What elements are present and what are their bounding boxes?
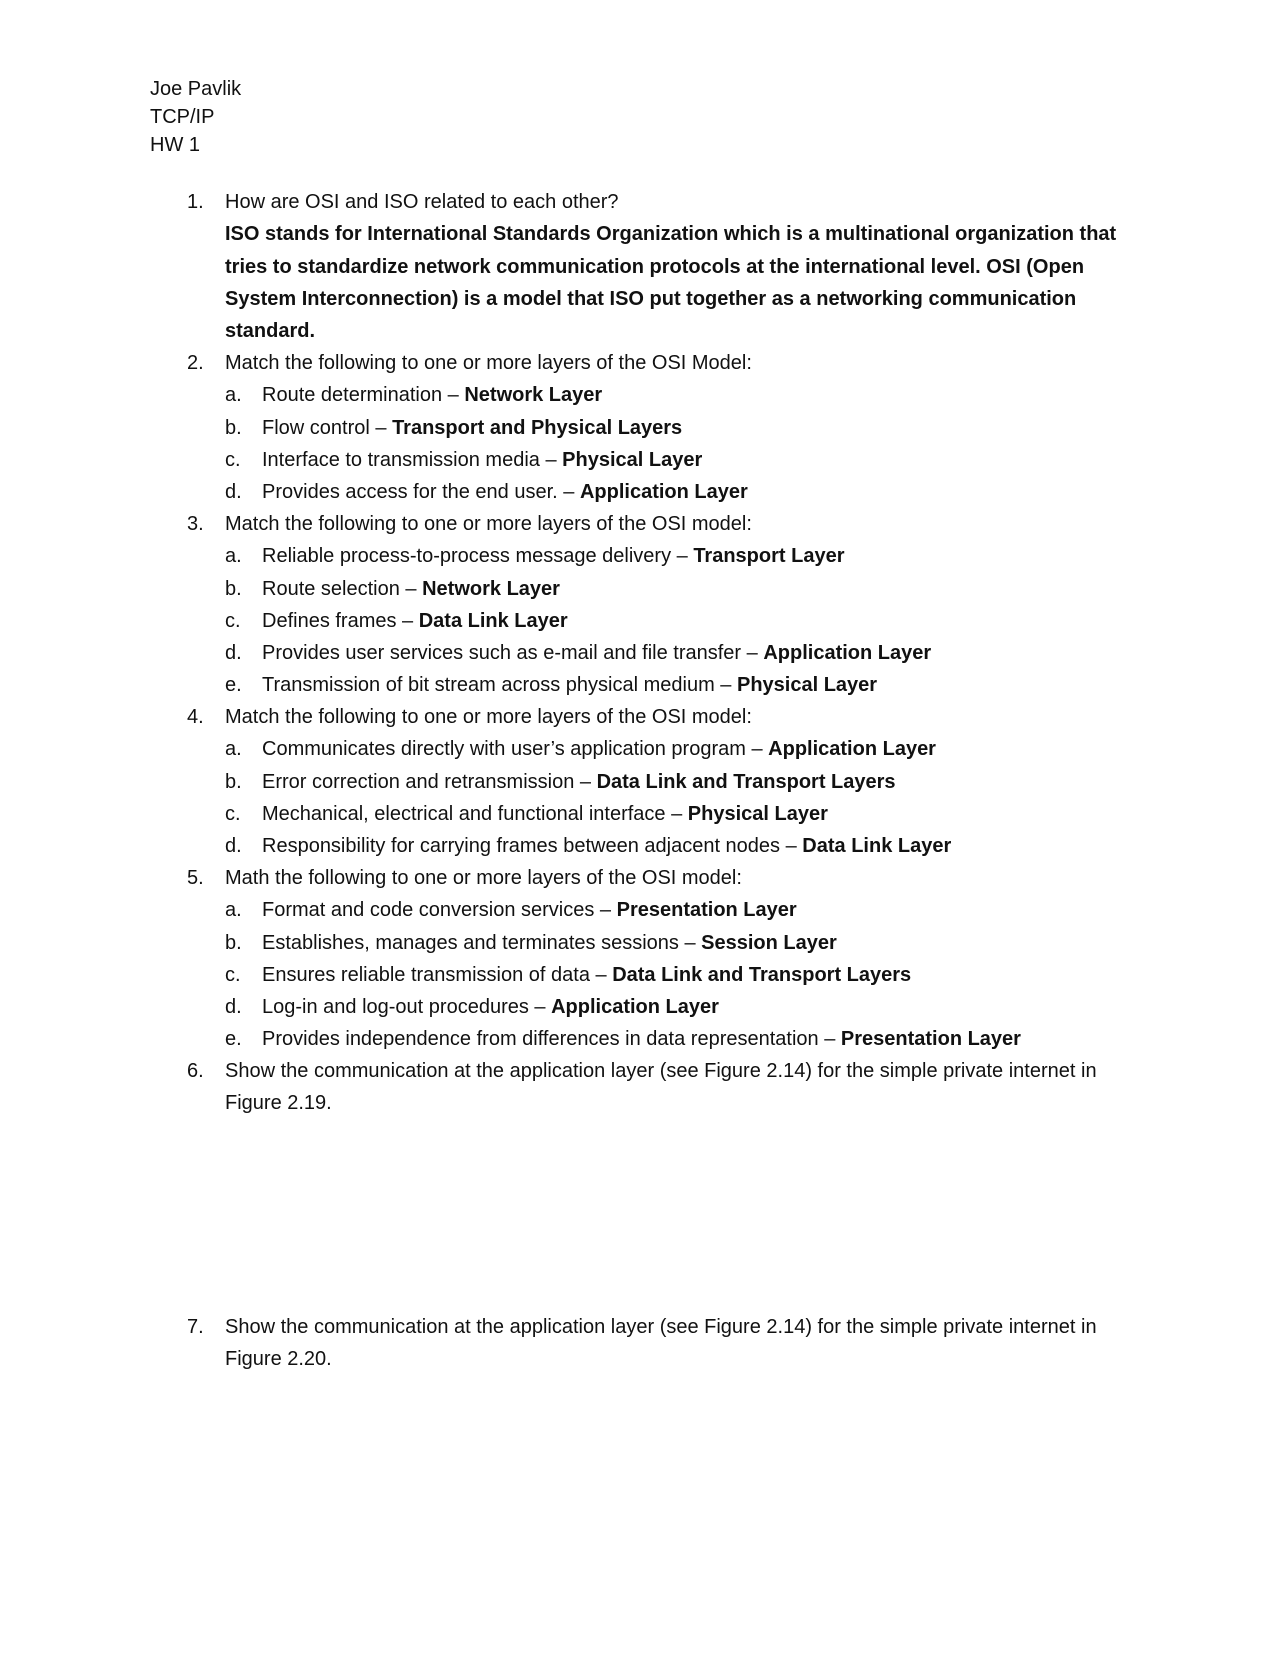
sub-item <box>187 476 1147 508</box>
sub-item <box>187 605 1147 637</box>
sub-item-answer: Network Layer <box>464 384 603 407</box>
sub-item-answer: Application Layer <box>551 996 719 1019</box>
course-name: TCP/IP <box>150 106 215 128</box>
sub-item-letter: b. <box>225 577 242 600</box>
sub-item <box>187 798 1147 830</box>
question-5 <box>187 862 1147 1056</box>
sub-item-answer: Application Layer <box>763 642 932 665</box>
sub-item <box>187 637 1147 669</box>
question-number: 3. <box>187 513 204 535</box>
sub-item-text: Communicates directly with user’s application program – <box>262 738 769 761</box>
sub-item-answer: Presentation Layer <box>840 1028 1021 1051</box>
sub-item-text: Reliable process-to-process message delivery – <box>262 545 694 568</box>
sub-item-text: Provides independence from differences in data representation – <box>262 1028 841 1051</box>
sub-item-letter: e. <box>225 1028 242 1051</box>
question-text: How are OSI and ISO related to each other? <box>225 191 619 213</box>
sub-item-text: Mechanical, electrical and functional interface – <box>262 802 688 825</box>
sub-item-text: Defines frames – <box>262 609 419 632</box>
question-number: 2. <box>187 352 204 374</box>
sub-item <box>187 379 1147 411</box>
sub-item <box>187 927 1147 959</box>
question-4 <box>187 701 1147 862</box>
sub-item-text: Establishes, manages and terminates sessions – <box>262 931 702 954</box>
sub-item <box>187 991 1147 1023</box>
sub-item-answer: Physical Layer <box>687 802 828 825</box>
sub-item-letter: a. <box>225 899 242 922</box>
sub-item-text: Route determination – <box>262 384 465 407</box>
question-7 <box>187 1311 1147 1376</box>
sub-item <box>187 894 1147 926</box>
sub-item-letter: d. <box>225 835 242 858</box>
sub-item-text: Route selection – <box>262 577 423 600</box>
sub-item <box>187 540 1147 572</box>
sub-item-text: Error correction and retransmission – <box>262 770 597 793</box>
sub-item-text: Log-in and log-out procedures – <box>262 996 552 1019</box>
sub-item-text: Interface to transmission media – <box>262 448 563 471</box>
sub-item <box>187 444 1147 476</box>
question-number: 6. <box>187 1060 204 1082</box>
sub-item-letter: c. <box>225 609 241 632</box>
sub-item-text: Provides access for the end user. – <box>262 481 580 504</box>
sub-item-answer: Application Layer <box>768 738 936 761</box>
sub-item-letter: d. <box>225 996 242 1019</box>
sub-item-answer: Transport Layer <box>693 545 845 568</box>
sub-item-letter: c. <box>225 802 241 825</box>
sub-item <box>187 669 1147 701</box>
sub-item-answer: Data Link Layer <box>418 609 568 632</box>
sub-item-letter: a. <box>225 384 242 407</box>
sub-item-text: Transmission of bit stream across physical medium – <box>262 674 737 697</box>
sub-item-letter: c. <box>225 963 241 986</box>
sub-item-text: Flow control – <box>262 416 393 439</box>
sub-item-letter: b. <box>225 416 242 439</box>
sub-item-letter: a. <box>225 545 242 568</box>
sub-item <box>187 412 1147 444</box>
sub-item-answer: Physical Layer <box>562 448 703 471</box>
sub-item-answer: Presentation Layer <box>616 899 797 922</box>
sub-item-answer: Data Link and Transport Layers <box>596 770 896 793</box>
sub-item <box>187 830 1147 862</box>
sub-item-answer: Network Layer <box>422 577 560 600</box>
sub-item-letter: d. <box>225 481 242 504</box>
sub-item <box>187 959 1147 991</box>
question-number: 4. <box>187 706 204 728</box>
assignment-title: HW 1 <box>150 134 200 156</box>
author-name: Joe Pavlik <box>150 78 242 100</box>
question-text: Show the communication at the application layer (see Figure 2.14) for the simple private internet in Figure 2.20. <box>225 1316 1097 1371</box>
document-header <box>150 75 241 159</box>
question-3 <box>187 508 1147 702</box>
sub-item-answer: Transport and Physical Layers <box>392 416 683 439</box>
question-answer: ISO stands for International Standards Organization which is a multinational organization that tries to standardize network communication protocols at the international level. OSI (Open System Interconnection) is a model that ISO put together as a networking communication standard. <box>225 223 1117 343</box>
question-text: Match the following to one or more layers of the OSI model: <box>225 513 752 535</box>
question-text: Match the following to one or more layers of the OSI model: <box>225 706 752 728</box>
sub-item-text: Provides user services such as e-mail and file transfer – <box>262 642 764 665</box>
sub-item-letter: e. <box>225 674 242 697</box>
sub-item-text: Responsibility for carrying frames between adjacent nodes – <box>262 835 803 858</box>
sub-item-text: Format and code conversion services – <box>262 899 617 922</box>
question-number: 7. <box>187 1316 204 1338</box>
sub-item <box>187 573 1147 605</box>
sub-item-letter: b. <box>225 931 242 954</box>
sub-item-letter: d. <box>225 642 242 665</box>
question-6 <box>187 1055 1147 1120</box>
sub-item-answer: Application Layer <box>579 481 748 504</box>
question-2 <box>187 347 1147 508</box>
sub-item-letter: b. <box>225 770 242 793</box>
question-number: 1. <box>187 191 204 213</box>
sub-item <box>187 1023 1147 1055</box>
question-number: 5. <box>187 867 204 889</box>
question-text: Show the communication at the application layer (see Figure 2.14) for the simple private internet in Figure 2.19. <box>225 1060 1097 1115</box>
sub-item-answer: Session Layer <box>701 931 837 954</box>
sub-item-letter: a. <box>225 738 242 761</box>
sub-item-letter: c. <box>225 448 241 471</box>
sub-item <box>187 766 1147 798</box>
sub-item-text: Ensures reliable transmission of data – <box>262 963 613 986</box>
question-text: Math the following to one or more layers of the OSI model: <box>225 867 742 889</box>
sub-item <box>187 733 1147 765</box>
sub-item-answer: Data Link Layer <box>802 835 952 858</box>
question-text: Match the following to one or more layers of the OSI Model: <box>225 352 752 374</box>
sub-item-answer: Data Link and Transport Layers <box>612 963 912 986</box>
sub-item-answer: Physical Layer <box>736 674 878 697</box>
question-1 <box>187 186 1147 347</box>
